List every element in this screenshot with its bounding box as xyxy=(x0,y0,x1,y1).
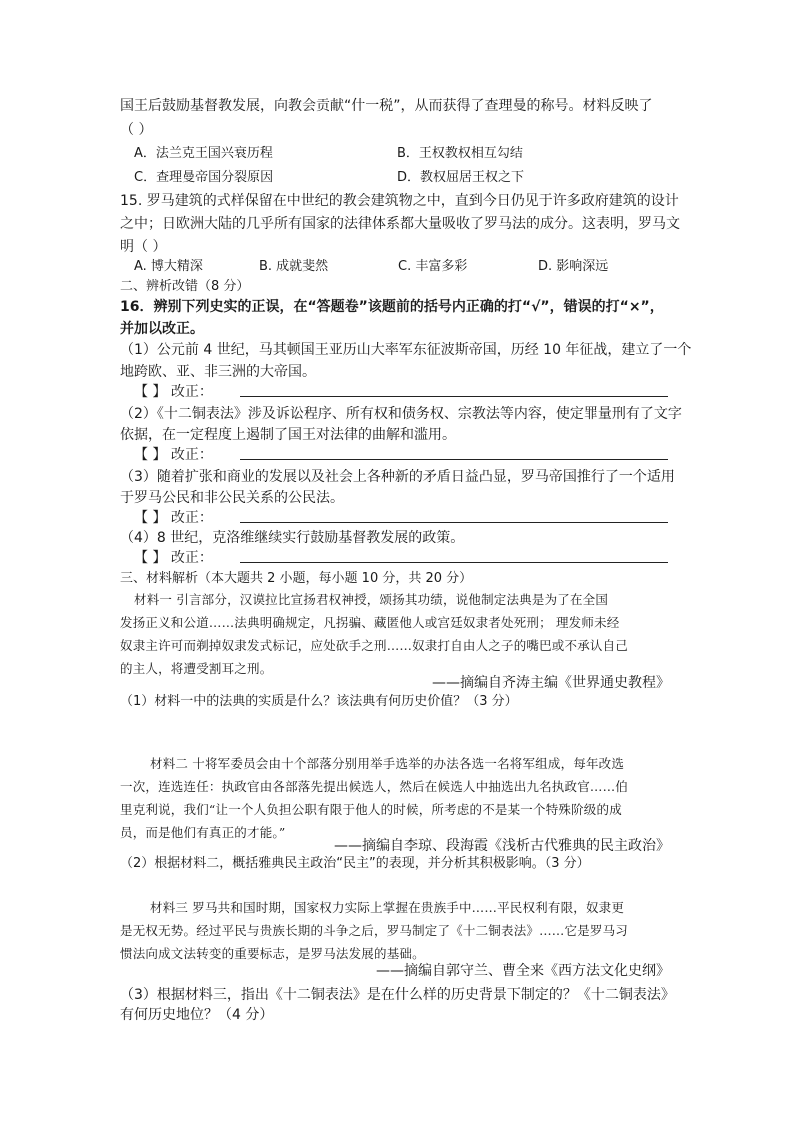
q14-stem-line1: 国王后鼓励基督教发展，向教会贡献“什一税”，从而获得了查理曼的称号。材料反映了 xyxy=(120,98,653,114)
material1-line1: 材料一 引言部分，汉谟拉比宣扬君权神授，颂扬其功绩，说他制定法典是为了在全国 xyxy=(134,592,609,607)
q15-stem-line1: 15. 罗马建筑的式样保留在中世纪的教会建筑物之中，直到今日仍见于许多政府建筑的设计 xyxy=(120,193,679,209)
material1-line2: 发扬正义和公道……法典明确规定，凡拐骗、藏匿他人或宫廷奴隶者处死刑； 理发师未经 xyxy=(120,615,620,630)
material3-line3: 惯法向成文法转变的重要标志，是罗马法发展的基础。 xyxy=(120,946,425,961)
q16-item1-line2: 地跨欧、亚、非三洲的大帝国。 xyxy=(120,364,316,380)
material2-line3: 里克利说，我们“让一个人负担公职有限于他人的时候，所考虑的不是某一个特殊阶级的成 xyxy=(120,802,622,817)
q14-option-d[interactable]: D．教权屈居王权之下 xyxy=(397,170,525,185)
question-1: （1）材料一中的法典的实质是什么？该法典有何历史价值？（3 分） xyxy=(120,694,518,709)
q15-option-d[interactable]: D. 影响深远 xyxy=(538,259,609,274)
section3-title: 三、材料解析（本大题共 2 小题，每小题 10 分，共 20 分） xyxy=(120,571,473,586)
q14-option-b[interactable]: B．王权教权相互勾结 xyxy=(397,146,523,161)
question-2: （2）根据材料二，概括雅典民主政治“民主”的表现，并分析其积极影响。（3 分） xyxy=(120,856,590,871)
material2-line1: 材料二 十将军委员会由十个部落分别用举手选举的办法各选一名将军组成，每年改选 xyxy=(150,756,625,771)
q16-stem-line1: 16．辨别下列史实的正误，在“答题卷”该题前的括号内正确的打“√”，错误的打“×”， xyxy=(120,299,664,315)
q15-option-b[interactable]: B. 成就斐然 xyxy=(259,259,329,274)
q16-item2-line2: 依据，在一定程度上遏制了国王对法律的曲解和滥用。 xyxy=(120,427,456,443)
material2-source: ——摘编自李琼、段海霞《浅析古代雅典的民主政治》 xyxy=(334,838,670,854)
material3-line2: 是无权无势。经过平民与贵族长期的斗争之后，罗马制定了《十二铜表法》……它是罗马习 xyxy=(120,923,629,938)
q16-item4-line1: （4）8 世纪，克洛维继续实行鼓励基督教发展的政策。 xyxy=(120,530,465,546)
q16-item1-line1: （1）公元前 4 世纪，马其顿国王亚历山大率军东征波斯帝国，历经 10 年征战，建立了一个 xyxy=(120,342,692,358)
q15-stem-line3: 明（ ） xyxy=(120,239,167,255)
q16-item2-answer-label: 【 】 改正： xyxy=(134,447,213,463)
material1-line4: 的主人，将遭受割耳之刑。 xyxy=(120,661,273,676)
q16-item3-answer-label: 【 】 改正： xyxy=(134,510,213,526)
q16-item3-answer-line[interactable] xyxy=(240,522,668,523)
q16-item4-answer-label: 【 】 改正： xyxy=(134,550,213,566)
material2-line4: 员，而是他们有真正的才能。” xyxy=(120,825,286,840)
q16-item2-line1: （2）《十二铜表法》涉及诉讼程序、所有权和债务权、宗教法等内容，使定罪量刑有了文字 xyxy=(120,406,682,422)
q15-option-a[interactable]: A. 博大精深 xyxy=(134,259,203,274)
material2-line2: 一次，连选连任：执政官由各部落先提出候选人，然后在候选人中抽选出九名执政官……伯 xyxy=(120,779,629,794)
question-3-line2: 有何历史地位？（4 分） xyxy=(120,1007,274,1023)
question-3-line1: （3）根据材料三，指出《十二铜表法》是在什么样的历史背景下制定的？《十二铜表法》 xyxy=(120,987,675,1003)
material1-source: ——摘编自齐涛主编《世界通史教程》 xyxy=(432,675,670,691)
q16-item3-line2: 于罗马公民和非公民关系的公民法。 xyxy=(120,490,344,506)
q16-item1-answer-label: 【 】 改正： xyxy=(134,384,213,400)
q16-item2-answer-line[interactable] xyxy=(240,459,668,460)
q16-stem-line2: 并加以改正。 xyxy=(120,321,204,337)
q15-option-c[interactable]: C. 丰富多彩 xyxy=(398,259,468,274)
q14-option-c[interactable]: C．查理曼帝国分裂原因 xyxy=(134,170,274,185)
material3-source: ——摘编自郭守兰、曹全来《西方法文化史纲》 xyxy=(376,963,670,979)
q14-option-a[interactable]: A．法兰克王国兴衰历程 xyxy=(134,146,273,161)
section2-title: 二、辨析改错（8 分） xyxy=(120,279,250,294)
q15-stem-line2: 之中；日欧洲大陆的几乎所有国家的法律体系都大量吸收了罗马法的成分。这表明，罗马文 xyxy=(120,216,680,232)
q16-item3-line1: （3）随着扩张和商业的发展以及社会上各种新的矛盾日益凸显，罗马帝国推行了一个适用 xyxy=(120,469,675,485)
material1-line3: 奴隶主许可而剃掉奴隶发式标记，应处砍手之刑……奴隶打自由人之子的嘴巴或不承认自己 xyxy=(120,638,629,653)
q14-stem-line2: （ ） xyxy=(120,122,153,138)
material3-line1: 材料三 罗马共和国时期，国家权力实际上掌握在贵族手中……平民权利有限，奴隶更 xyxy=(150,900,625,915)
q16-item1-answer-line[interactable] xyxy=(240,396,668,397)
q16-item4-answer-line[interactable] xyxy=(240,562,668,563)
